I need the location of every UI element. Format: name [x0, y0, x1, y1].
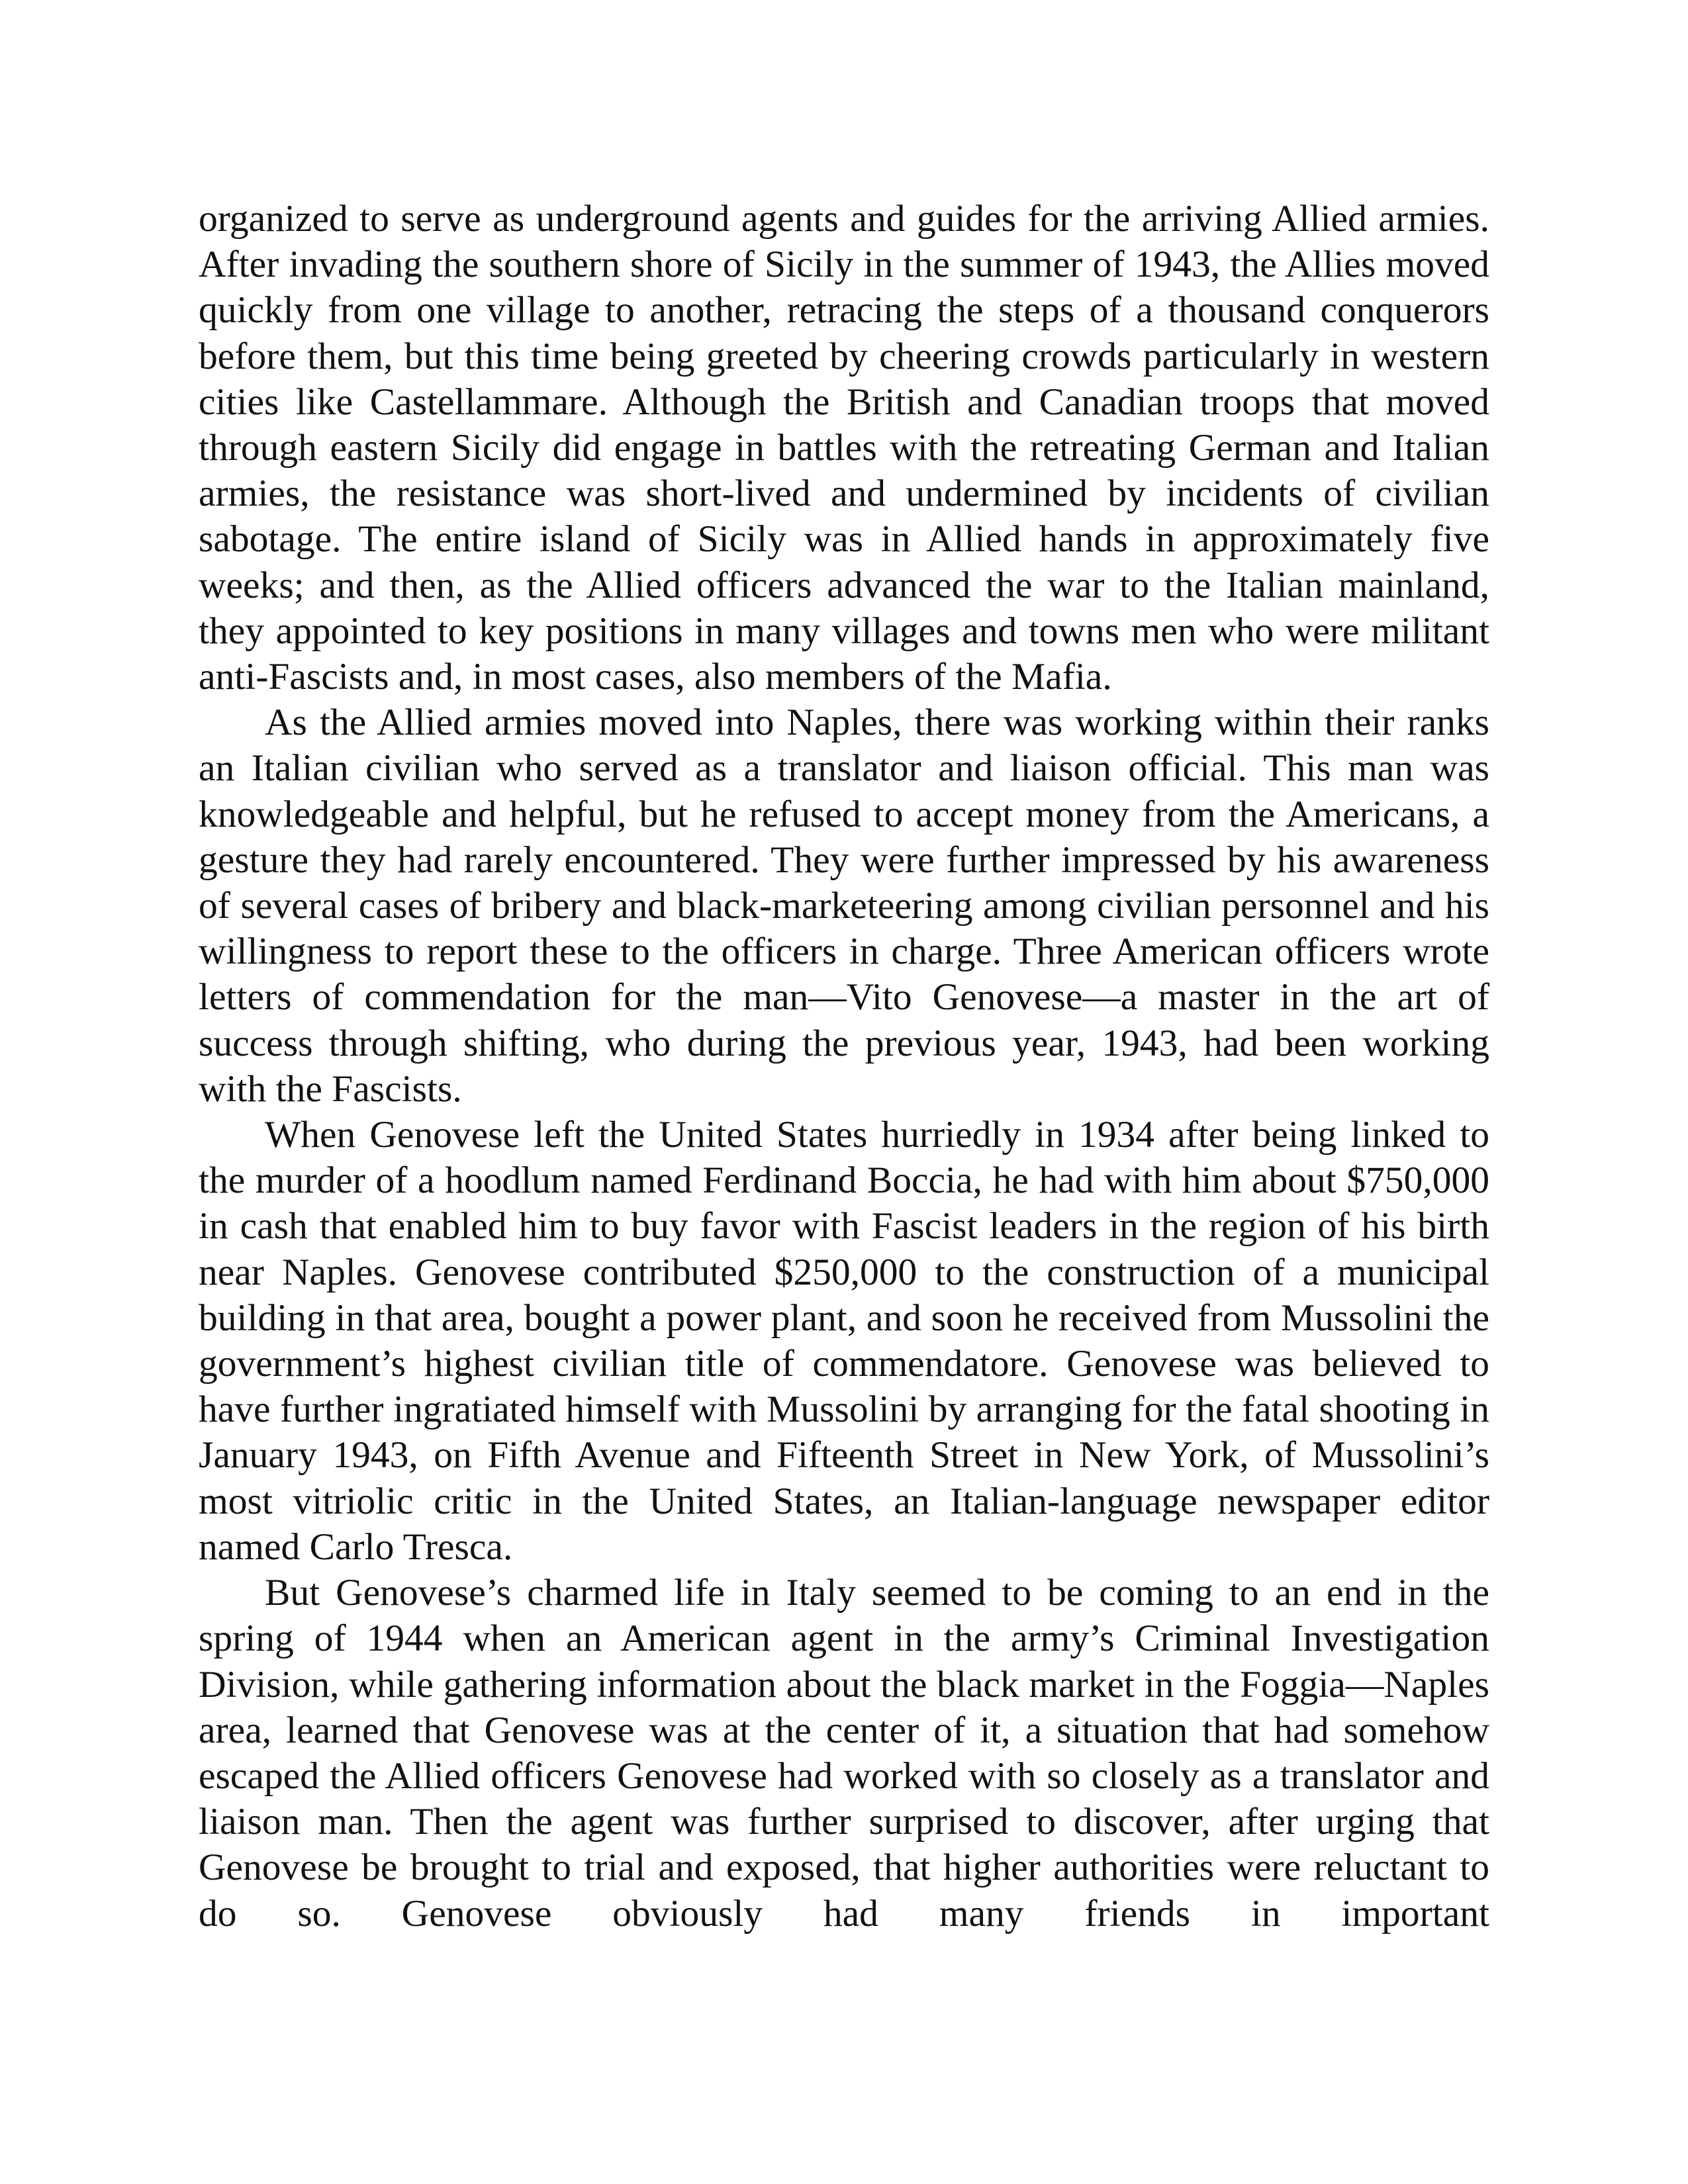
page-body [199, 196, 1489, 1936]
paragraph-genovese-charmed-life: But Genovese’s charmed life in Italy seemed to be coming to an end in the spring of 1944 when an American agent in the army’s Criminal Investigation Division, while gathering information about the black market in the Foggia—Naples area, learned that Genovese was at the center of it, a situation that had somehow escaped the Allied officers Genovese had worked with so closely as a translator and liaison man. Then the agent was further surprised to discover, after urging that Genovese be brought to trial and exposed, that higher authorities were reluctant to do so. Genovese obviously had many friends in important [199, 1572, 1489, 1934]
paragraph-allied-armies-naples: As the Allied armies moved into Naples, there was working within their ranks an Italian civilian who served as a translator and liaison official. This man was knowledgeable and helpful, but he refused to accept money from the Americans, a gesture they had rarely encountered. They were further impressed by his awareness of several cases of bribery and black-marketeering among civilian personnel and his willingness to report these to the officers in charge. Three American officers wrote letters of commendation for the man—Vito Genovese—a master in the art of success through shifting, who during the previous year, 1943, had been working with the Fascists. [199, 702, 1489, 1110]
paragraph-continued: organized to serve as underground agents and guides for the arriving Allied armies. After invading the southern shore of Sicily in the summer of 1943, the Allies moved quickly from one village to another, retracing the steps of a thousand conquerors before them, but this time being greeted by cheering crowds particularly in western cities like Castellammare. Although the British and Canadian troops that moved through eastern Sicily did engage in battles with the retreating German and Italian armies, the resistance was short-lived and undermined by incidents of civilian sabotage. The entire island of Sicily was in Allied hands in approximately five weeks; and then, as the Allied officers advanced the war to the Italian mainland, they appointed to key positions in many villages and towns men who were militant anti-Fascists and, in most cases, also members of the Mafia. [199, 198, 1489, 698]
paragraph-genovese-left-us: When Genovese left the United States hurriedly in 1934 after being linked to the murder of a hoodlum named Ferdinand Boccia, he had with him about $750,000 in cash that enabled him to buy favor with Fascist leaders in the region of his birth near Naples. Genovese contributed $250,000 to the construction of a municipal building in that area, bought a power plant, and soon he received from Mussolini the government’s highest civilian title of commendatore. Genovese was believed to have further ingratiated himself with Mussolini by arranging for the fatal shooting in January 1943, on Fifth Avenue and Fifteenth Street in New York, of Mussolini’s most vitriolic critic in the United States, an Italian-language newspaper editor named Carlo Tresca. [199, 1114, 1489, 1568]
